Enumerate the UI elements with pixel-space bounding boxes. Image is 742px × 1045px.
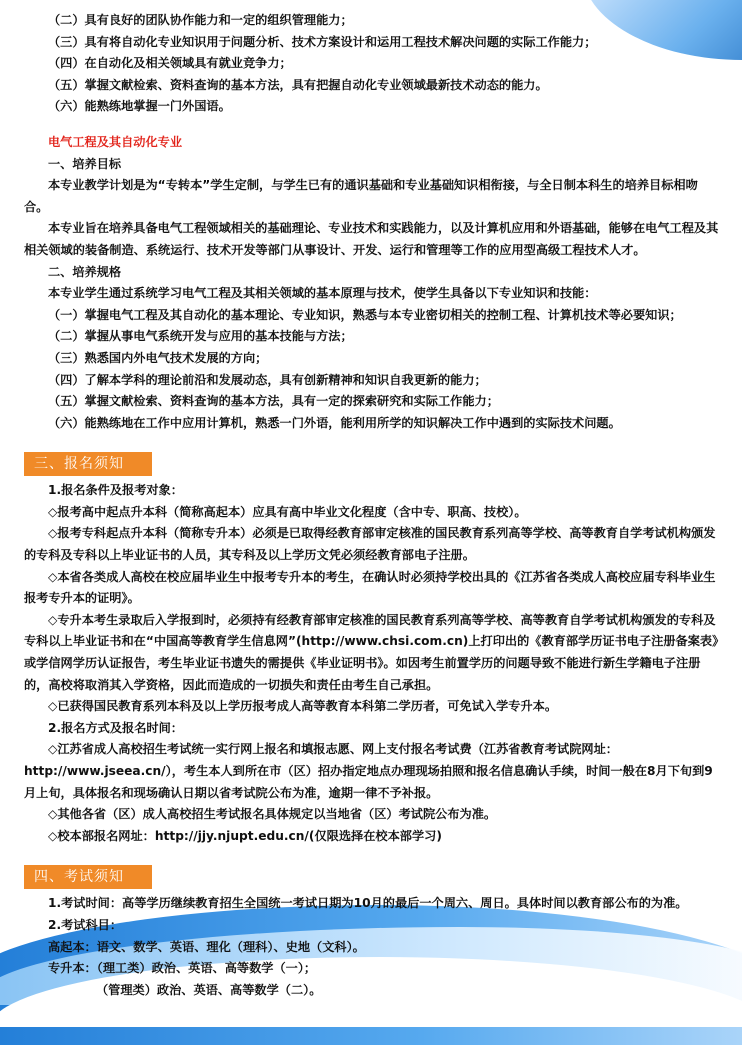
subsection-heading: 2.考试科目： xyxy=(48,917,123,932)
spec-item: （三）熟悉国内外电气技术发展的方向； xyxy=(48,350,268,365)
document-body xyxy=(24,10,722,1001)
ability-item: （二）具有良好的团队协作能力和一定的组织管理能力； xyxy=(48,13,353,27)
abilities-list-continued xyxy=(24,10,722,118)
notice-item: ◇报考高中起点升本科（简称高起本）应具有高中毕业文化程度（含中专、职高、技校）。 xyxy=(48,504,527,519)
notice-item: ◇已获得国民教育系列本科及以上学历报考成人高等教育本科第二学历者，可免试入学专升本。 xyxy=(48,699,558,714)
notice-item: ◇报考专科起点升本科（简称专升本）必须是已取得经教育部审定核准的国民教育系列高等学校、高等教育自学考试机构颁发的专科及专科以上毕业证书的人员，其专科及以上学历文凭必须经教育部电子注册。 xyxy=(24,526,716,563)
exam-time: 1.考试时间：高等学历继续教育招生全国统一考试日期为10月的最后一个周六、周日。具体时间以教育部公布的为准。 xyxy=(48,896,688,911)
ability-item: （六）能熟练地掌握一门外国语。 xyxy=(48,99,231,114)
exam-subjects-zsb-management: （管理类）政治、英语、高等数学（二）。 xyxy=(96,982,322,997)
notice-item: ◇江苏省成人高校招生考试统一实行网上报名和填报志愿、网上支付报名考试费（江苏省教育考试院网址：http://www.jseea.cn/），考生本人到所在市（区）招办指定地点办理现场拍照和报名信息确认手续，时间一般在8月下旬到9月上旬，具体报名和现场确认日期以省考试院公布为准，逾期一律不予补报。 xyxy=(24,742,713,800)
goal-paragraph: 本专业旨在培养具备电气工程领域相关的基础理论、专业技术和实践能力，以及计算机应用和外语基础，能够在电气工程及其相关领域的装备制造、系统运行、技术开发等部门从事设计、开发、运行和管理等工作的应用型高级工程技术人才。 xyxy=(24,221,719,257)
spec-heading: 二、培养规格 xyxy=(48,264,122,279)
section-header-exam: 四、考试须知 xyxy=(24,865,152,889)
spec-item: （六）能熟练地在工作中应用计算机，熟悉一门外语，能利用所学的知识解决工作中遇到的实际技术问题。 xyxy=(48,415,621,430)
ability-item: （四）在自动化及相关领域具有就业竞争力； xyxy=(48,56,292,71)
major-title: 电气工程及其自动化专业 xyxy=(48,134,183,149)
spec-item: （四）了解本学科的理论前沿和发展动态，具有创新精神和知识自我更新的能力； xyxy=(48,372,487,387)
notice-item: ◇本省各类成人高校在校应届毕业生中报考专升本的考生，在确认时必须持学校出具的《江苏省各类成人高校应届专科毕业生报考专升本的证明》。 xyxy=(24,569,716,606)
spec-item: （一）掌握电气工程及其自动化的基本理论、专业知识，熟悉与本专业密切相关的控制工程、计算机技术等必要知识； xyxy=(48,307,682,322)
notice-item: ◇专升本考生录取后入学报到时，必须持有经教育部审定核准的国民教育系列高等学校、高等教育自学考试机构颁发的专科及专科以上毕业证书和在“中国高等教育学生信息网”(http://www.chsi.com.cn)上打印出的《教育部学历证书电子注册备案表》或学信网学历认证报告，考生毕业证书遗失的需提供《毕业证明书》。如因考生前置学历的问题导致不能进行新生学籍电子注册的，高校将取消其入学资格，因此而造成的一切损失和责任由考生自己承担。 xyxy=(24,612,719,692)
exam-subjects-zsb: 专升本：（理工类）政治、英语、高等数学（一）； xyxy=(48,961,317,976)
goal-heading: 一、培养目标 xyxy=(48,156,122,171)
spec-intro: 本专业学生通过系统学习电气工程及其相关领域的基本原理与技术，使学生具备以下专业知识和技能： xyxy=(48,286,597,301)
exam-subjects-gqb: 高起本：语文、数学、英语、理化（理科）、史地（文科）。 xyxy=(48,939,365,954)
subsection-heading: 1.报名条件及报考对象： xyxy=(48,483,183,498)
subsection-heading: 2.报名方式及报名时间： xyxy=(48,720,183,735)
ability-item: （五）掌握文献检索、资料查询的基本方法，具有把握自动化专业领域最新技术动态的能力。 xyxy=(48,77,548,92)
spec-item: （五）掌握文献检索、资料查询的基本方法，具有一定的探索研究和实际工作能力； xyxy=(48,394,499,409)
notice-item: ◇其他各省（区）成人高校招生考试报名具体规定以当地省（区）考试院公布为准。 xyxy=(48,807,497,822)
registration-url: ◇校本部报名网址：http://jjy.njupt.edu.cn/(仅限选择在校本部学习) xyxy=(48,828,442,843)
ability-item: （三）具有将自动化专业知识用于问题分析、技术方案设计和运用工程技术解决问题的实际工作能力； xyxy=(48,34,597,49)
goal-paragraph: 本专业教学计划是为“专转本”学生定制，与学生已有的通识基础和专业基础知识相衔接，与全日制本科生的培养目标相吻合。 xyxy=(24,178,698,214)
section-header-registration: 三、报名须知 xyxy=(24,452,152,476)
spec-item: （二）掌握从事电气系统开发与应用的基本技能与方法； xyxy=(48,329,353,344)
